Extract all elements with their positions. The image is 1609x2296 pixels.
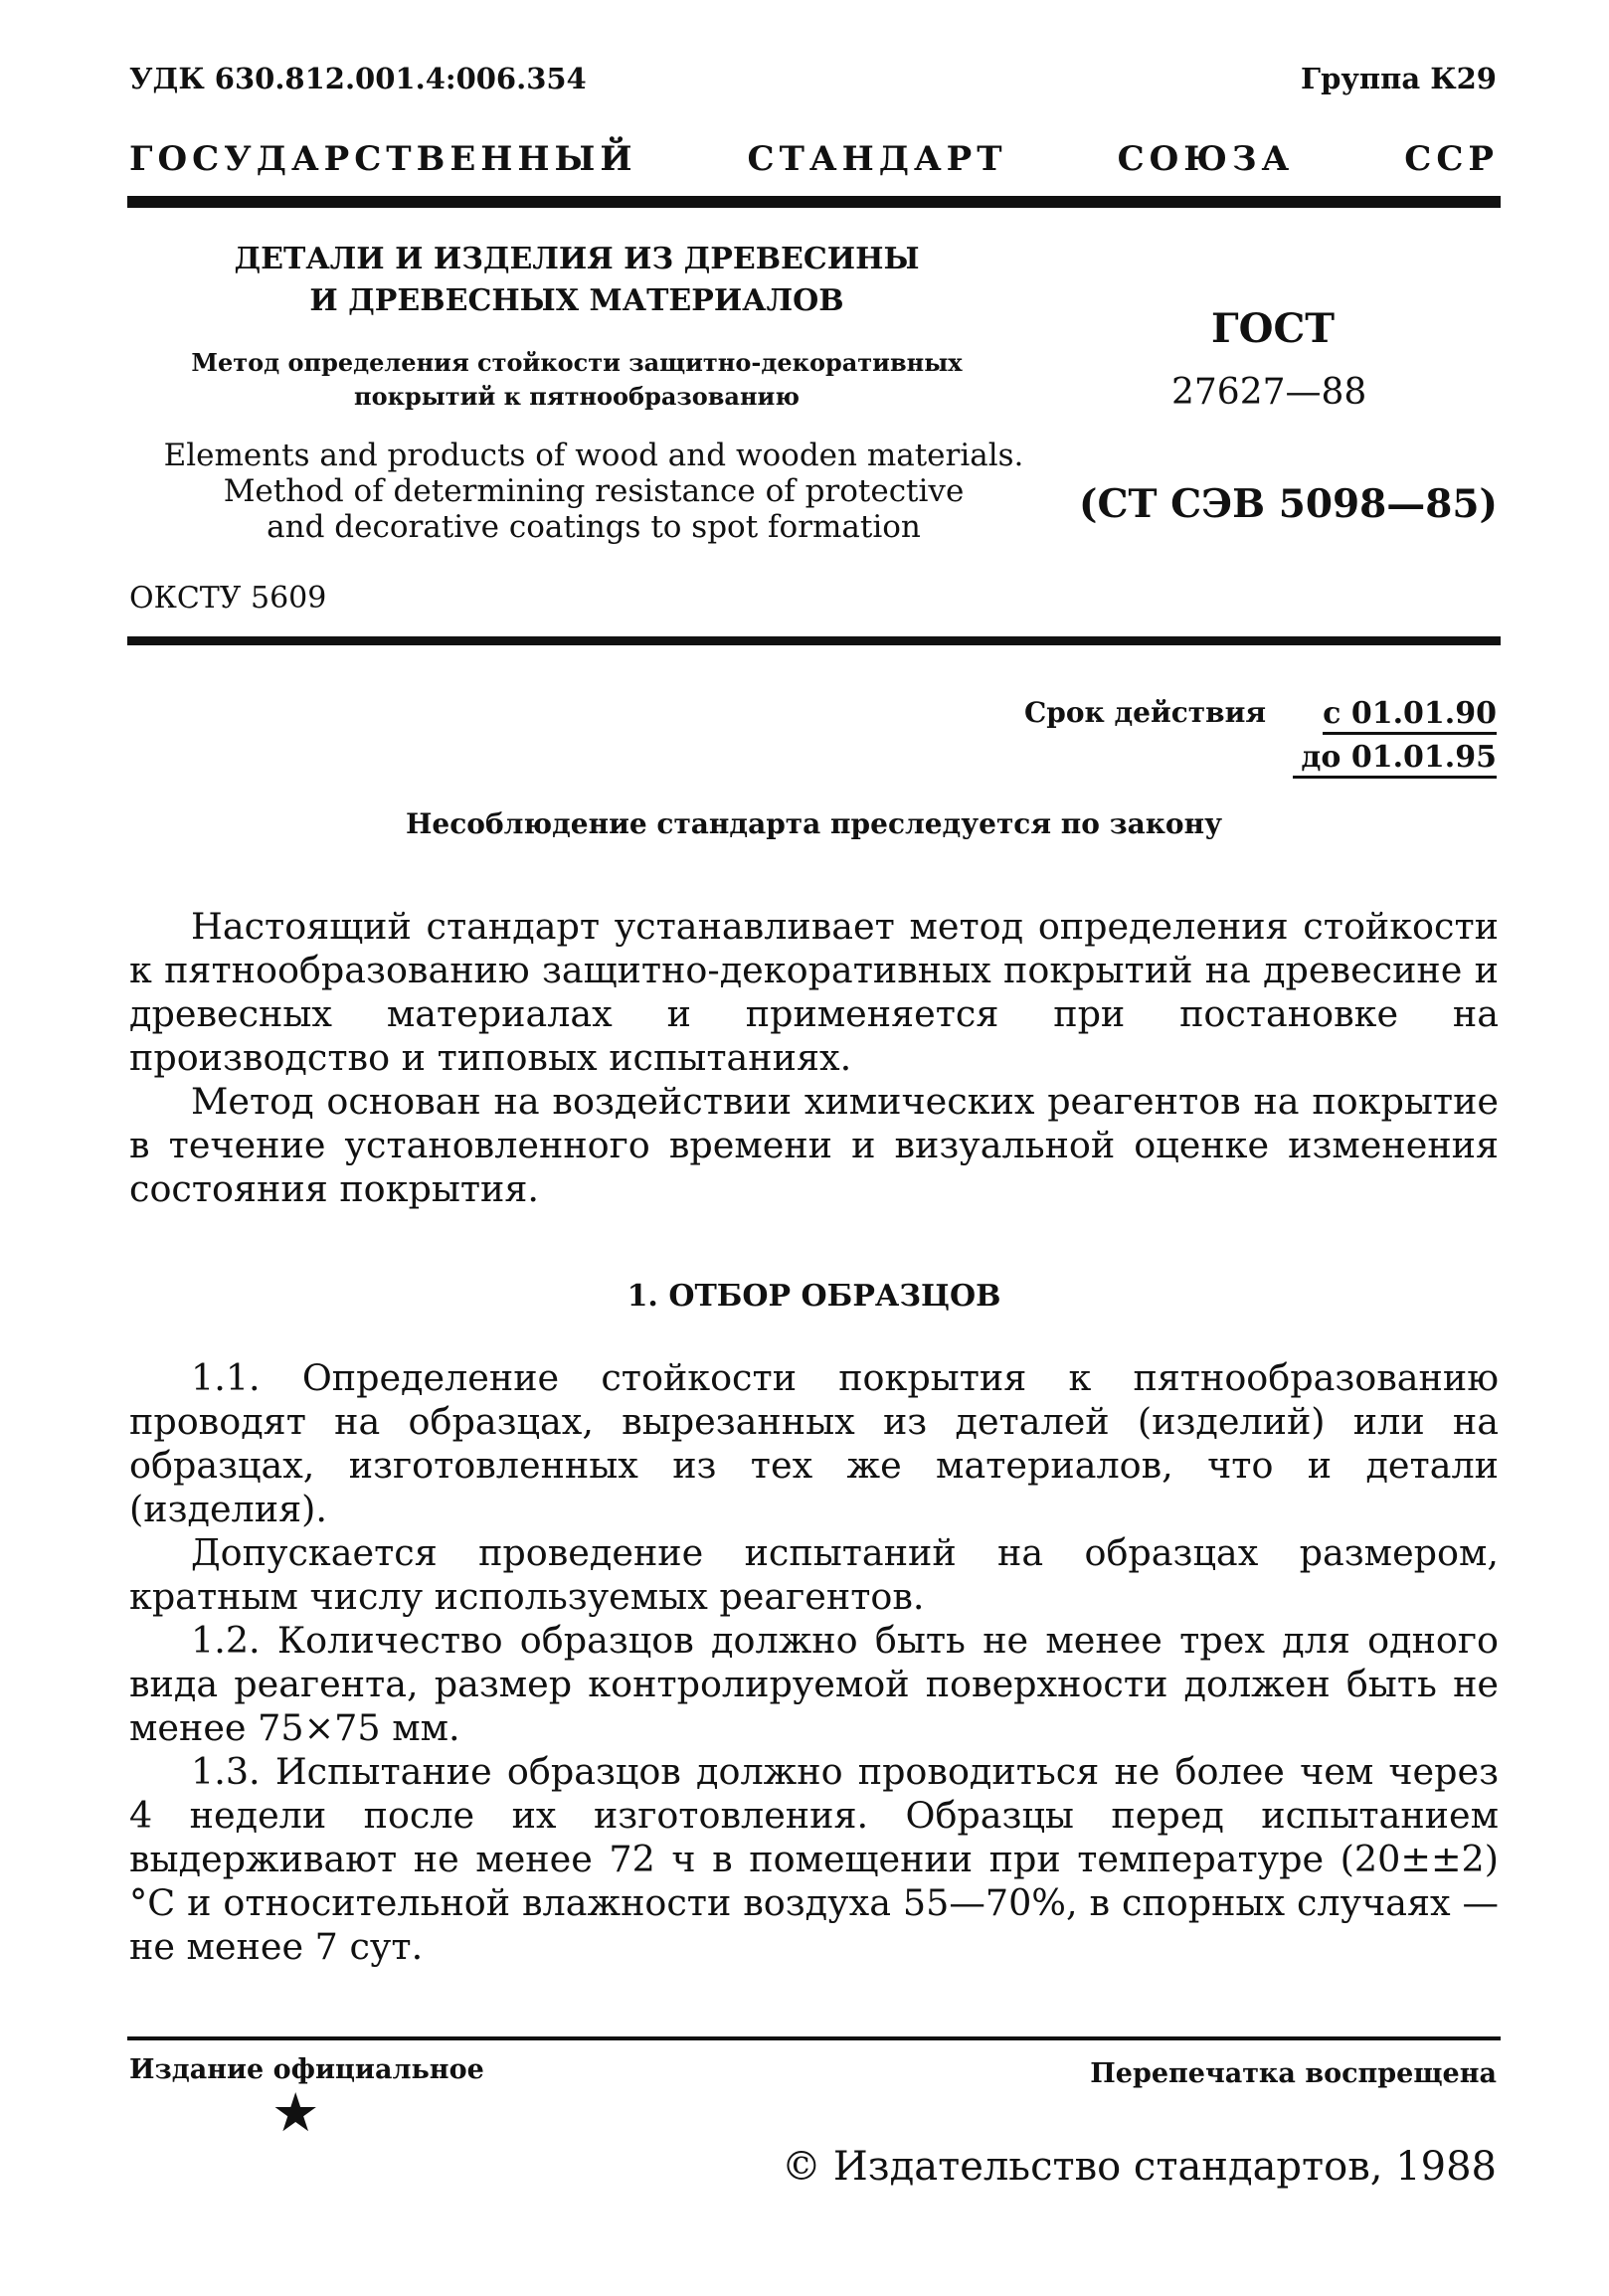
validity-to: до 01.01.95 [1301,740,1497,775]
english-line-2: Method of determining resistance of protective [223,473,965,509]
english-line-3: and decorative coatings to spot formation [267,509,921,545]
reprint-notice: Перепечатка воспрещена [1090,2058,1497,2089]
method-paragraph: Метод основан на воздействии химических реагентов на покрытие в течение установленного времени и визуальной оценке изменения состояния покрытия. [129,1080,1499,1210]
intro-paragraph: Настоящий стандарт устанавливает метод определения стойкости к пятнообразованию защитно-декоративных покрытий на древесине и древесных материалах и применяется при постановке на производство и типовых испытаниях. [129,905,1499,1079]
publisher: Издательство стандартов, 1988 [832,2144,1497,2190]
state-standard-banner: ГОСУДАРСТВЕННЫЙ СТАНДАРТ СОЮЗА ССР [129,139,1499,179]
middle-rule [127,636,1501,645]
english-line-1: Elements and products of wood and wooden materials. [163,438,1024,473]
gost-number: 27627—88 [1171,372,1367,413]
subtitle-line-1: Метод определения стойкости защитно-декоративных [191,348,963,377]
copyright-icon: © [781,2144,821,2190]
validity-underline-1 [1323,732,1497,735]
subtitle-line-2: покрытий к пятнообразованию [354,382,800,411]
validity-underline-2 [1293,776,1497,779]
star-icon: ★ [271,2081,320,2144]
top-rule [127,196,1501,208]
clause-1-1-note: Допускается проведение испытаний на образцах размером, кратным числу используемых реагентов. [129,1531,1499,1618]
document-title [129,239,1024,322]
english-title [129,438,1058,545]
validity-from: с 01.01.90 [1323,696,1497,731]
udk-code: УДК 630.812.001.4:006.354 [129,62,587,95]
title-line-1: ДЕТАЛИ И ИЗДЕЛИЯ ИЗ ДРЕВЕСИНЫ [234,242,920,276]
validity-label: Срок действия [1024,696,1267,729]
gost-label: ГОСТ [1211,305,1336,352]
clause-1-3: 1.3. Испытание образцов должно проводиться не более чем через 4 недели после их изготовления. Образцы перед испытанием выдерживают не менее 72 ч в помещении при температуре (20±±2)°С и относительной влажности воздуха 55—70%, в спорных случаях — не менее 7 сут. [129,1750,1499,1968]
okstu-code: ОКСТУ 5609 [129,581,327,616]
bottom-rule [127,2036,1501,2040]
law-notice: Несоблюдение стандарта преследуется по закону [405,807,1223,840]
section-title: 1. ОТБОР ОБРАЗЦОВ [626,1279,1001,1314]
official-edition: Издание официальное [129,2054,484,2085]
clause-1-2: 1.2. Количество образцов должно быть не менее трех для одного вида реагента, размер контролируемой поверхности должен быть не менее 75×75 мм. [129,1619,1499,1749]
copyright-line [782,2144,1497,2190]
group-code: Группа К29 [1301,62,1497,95]
clause-1-1: 1.1. Определение стойкости покрытия к пятнообразованию проводят на образцах, вырезанных из деталей (изделий) или на образцах, изготовленных из тех же материалов, что и детали (изделия). [129,1356,1499,1530]
cmea-standard: (СТ СЭВ 5098—85) [1079,481,1498,527]
title-line-2: И ДРЕВЕСНЫХ МАТЕРИАЛОВ [309,283,844,318]
document-subtitle [129,346,1024,414]
